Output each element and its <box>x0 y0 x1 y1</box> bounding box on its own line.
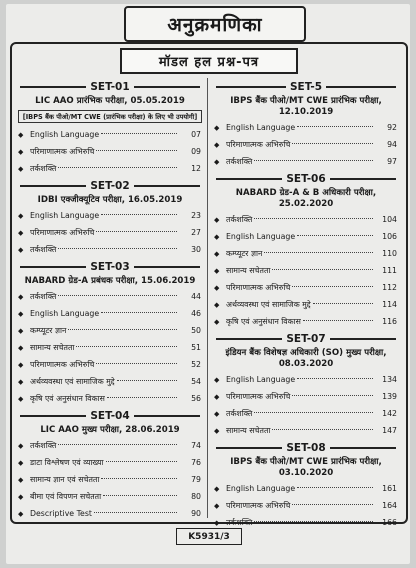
toc-entry-name: परिमाणात्मक अभिरुचि <box>226 283 291 292</box>
toc-entry-page: 23 <box>191 211 201 220</box>
dot-leader <box>254 160 373 161</box>
toc-entry-page: 51 <box>191 343 201 352</box>
toc-entry-name: तर्कशक्ति <box>226 215 253 224</box>
dot-leader <box>254 412 373 413</box>
dot-leader <box>272 269 373 270</box>
dot-leader <box>103 495 177 496</box>
set-heading: SET-03 <box>16 260 204 274</box>
toc-entry-name: तर्कशक्ति <box>226 518 253 527</box>
toc-entry-name: तर्कशक्ति <box>30 164 57 173</box>
toc-entry-page: 112 <box>382 283 397 292</box>
diamond-bullet-icon: ◆ <box>18 361 24 369</box>
diamond-bullet-icon: ◆ <box>18 148 24 156</box>
dot-leader <box>58 248 177 249</box>
toc-entry-page: 164 <box>382 501 397 510</box>
toc-entry-page: 50 <box>191 326 201 335</box>
diamond-bullet-icon: ◆ <box>18 395 24 403</box>
dot-leader <box>101 214 177 215</box>
toc-entry-name: परिमाणात्मक अभिरुचि <box>30 228 95 237</box>
toc-entry <box>16 207 204 224</box>
toc-entry <box>16 454 204 471</box>
dot-leader <box>313 303 373 304</box>
set-heading: SET-5 <box>212 80 400 94</box>
toc-entry-name: डाटा विश्लेषण एवं व्याख्या <box>30 458 104 467</box>
toc-entry <box>16 126 204 143</box>
set-heading: SET-02 <box>16 179 204 193</box>
toc-entry-name: English Language <box>226 375 296 384</box>
toc-entry <box>16 339 204 356</box>
toc-entry <box>212 388 400 405</box>
toc-entry-page: 106 <box>382 232 397 241</box>
exam-title: IBPS बैंक पीओ/MT CWE प्रारंभिक परीक्षा, 03.10.2020 <box>230 457 382 478</box>
diamond-bullet-icon: ◆ <box>214 427 220 435</box>
dot-leader <box>303 320 373 321</box>
toc-entry <box>16 322 204 339</box>
toc-entry-name: Descriptive Test <box>30 509 92 518</box>
toc-entry-page: 07 <box>191 130 201 139</box>
toc-entry <box>212 211 400 228</box>
toc-entry <box>16 505 204 522</box>
toc-entry-page: 76 <box>191 458 201 467</box>
toc-entry <box>16 373 204 390</box>
toc-entry <box>212 119 400 136</box>
diamond-bullet-icon: ◆ <box>214 250 220 258</box>
dot-leader <box>297 487 373 488</box>
diamond-bullet-icon: ◆ <box>214 485 220 493</box>
dot-leader <box>101 133 177 134</box>
dot-leader <box>96 231 177 232</box>
dot-leader <box>117 380 177 381</box>
toc-entry-name: अर्थव्यवस्था एवं सामाजिक मुद्दे <box>226 300 311 309</box>
dot-leader <box>96 363 177 364</box>
diamond-bullet-icon: ◆ <box>18 229 24 237</box>
exam-title: LIC AAO प्रारंभिक परीक्षा, 05.05.2019 <box>35 96 185 106</box>
toc-entry-page: 139 <box>382 392 397 401</box>
toc-entry-page: 44 <box>191 292 201 301</box>
diamond-bullet-icon: ◆ <box>214 158 220 166</box>
diamond-bullet-icon: ◆ <box>214 376 220 384</box>
diamond-bullet-icon: ◆ <box>214 410 220 418</box>
toc-entry-name: परिमाणात्मक अभिरुचि <box>30 147 95 156</box>
toc-entry <box>16 160 204 177</box>
toc-entry <box>212 245 400 262</box>
exam-note: [IBPS बैंक पीओ/MT CWE (प्रारंभिक परीक्षा) के लिए भी उपयोगी] <box>18 110 202 123</box>
diamond-bullet-icon: ◆ <box>18 310 24 318</box>
toc-entry-name: तर्कशक्ति <box>226 157 253 166</box>
toc-entry-name: English Language <box>226 232 296 241</box>
diamond-bullet-icon: ◆ <box>214 124 220 132</box>
toc-entry-name: English Language <box>30 309 100 318</box>
toc-entry-name: कृषि एवं अनुसंधान विकास <box>30 394 105 403</box>
set-heading: SET-07 <box>212 332 400 346</box>
right-column <box>212 78 400 531</box>
diamond-bullet-icon: ◆ <box>18 493 24 501</box>
toc-entry-page: 74 <box>191 441 201 450</box>
exam-title: IBPS बैंक पीओ/MT CWE प्रारंभिक परीक्षा, 12.10.2019 <box>230 96 382 117</box>
dot-leader <box>254 218 373 219</box>
diamond-bullet-icon: ◆ <box>214 519 220 527</box>
book-code: K5931/3 <box>176 528 242 545</box>
diamond-bullet-icon: ◆ <box>18 476 24 484</box>
toc-entry-page: 110 <box>382 249 397 258</box>
set-heading: SET-08 <box>212 441 400 455</box>
toc-entry <box>16 305 204 322</box>
toc-entry-name: English Language <box>226 123 296 132</box>
toc-entry <box>16 224 204 241</box>
toc-entry <box>212 405 400 422</box>
dot-leader <box>106 461 177 462</box>
toc-entry-page: 97 <box>387 157 397 166</box>
dot-leader <box>58 295 177 296</box>
diamond-bullet-icon: ◆ <box>18 442 24 450</box>
toc-entry-page: 142 <box>382 409 397 418</box>
set-heading: SET-06 <box>212 172 400 186</box>
toc-entry-page: 134 <box>382 375 397 384</box>
toc-entry <box>212 136 400 153</box>
exam-title: NABARD ग्रेड-A प्रबंधक परीक्षा, 15.06.2019 <box>24 276 196 286</box>
toc-entry-page: 79 <box>191 475 201 484</box>
toc-entry-name: सामान्य ज्ञान एवं सचेतता <box>30 475 100 484</box>
dot-leader <box>101 312 177 313</box>
toc-entry <box>16 488 204 505</box>
page-title: अनुक्रमणिका <box>124 6 306 42</box>
dot-leader <box>96 150 177 151</box>
toc-entry-page: 30 <box>191 245 201 254</box>
diamond-bullet-icon: ◆ <box>214 284 220 292</box>
toc-entry <box>212 279 400 296</box>
diamond-bullet-icon: ◆ <box>214 267 220 275</box>
toc-entry <box>212 480 400 497</box>
exam-title: इंडियन बैंक विशेषज्ञ अधिकारी (SO) मुख्य परीक्षा, 08.03.2020 <box>225 348 387 369</box>
dot-leader <box>107 397 177 398</box>
toc-entry <box>16 143 204 160</box>
toc-entry <box>212 371 400 388</box>
toc-entry-page: 56 <box>191 394 201 403</box>
toc-entry-name: English Language <box>30 211 100 220</box>
diamond-bullet-icon: ◆ <box>214 233 220 241</box>
diamond-bullet-icon: ◆ <box>18 212 24 220</box>
toc-entry-name: कृषि एवं अनुसंधान विकास <box>226 317 301 326</box>
toc-entry-name: अर्थव्यवस्था एवं सामाजिक मुद्दे <box>30 377 115 386</box>
toc-entry-page: 12 <box>191 164 201 173</box>
diamond-bullet-icon: ◆ <box>18 293 24 301</box>
toc-entry <box>16 390 204 407</box>
index-page <box>6 4 410 564</box>
dot-leader <box>264 252 373 253</box>
toc-entry-name: परिमाणात्मक अभिरुचि <box>226 392 291 401</box>
dot-leader <box>272 429 373 430</box>
toc-entry-name: सामान्य सचेतता <box>30 343 75 352</box>
diamond-bullet-icon: ◆ <box>214 141 220 149</box>
diamond-bullet-icon: ◆ <box>18 327 24 335</box>
dot-leader <box>58 167 177 168</box>
diamond-bullet-icon: ◆ <box>214 393 220 401</box>
diamond-bullet-icon: ◆ <box>214 502 220 510</box>
section-subtitle: मॉडल हल प्रश्न-पत्र <box>120 48 298 74</box>
toc-entry <box>16 356 204 373</box>
toc-entry-page: 147 <box>382 426 397 435</box>
toc-entry <box>16 437 204 454</box>
diamond-bullet-icon: ◆ <box>18 459 24 467</box>
dot-leader <box>58 444 177 445</box>
toc-entry-page: 80 <box>191 492 201 501</box>
toc-entry-page: 09 <box>191 147 201 156</box>
toc-entry-name: परिमाणात्मक अभिरुचि <box>226 501 291 510</box>
dot-leader <box>292 504 373 505</box>
toc-entry-name: तर्कशक्ति <box>226 409 253 418</box>
toc-entry <box>16 241 204 258</box>
toc-entry-name: English Language <box>30 130 100 139</box>
dot-leader <box>297 126 373 127</box>
toc-entry <box>212 422 400 439</box>
dot-leader <box>76 346 177 347</box>
toc-entry-page: 52 <box>191 360 201 369</box>
toc-entry-name: तर्कशक्ति <box>30 441 57 450</box>
diamond-bullet-icon: ◆ <box>214 216 220 224</box>
dot-leader <box>101 478 177 479</box>
set-heading: SET-04 <box>16 409 204 423</box>
dot-leader <box>254 521 373 522</box>
diamond-bullet-icon: ◆ <box>18 344 24 352</box>
toc-entry <box>212 497 400 514</box>
diamond-bullet-icon: ◆ <box>214 318 220 326</box>
dot-leader <box>292 143 373 144</box>
set-heading: SET-01 <box>16 80 204 94</box>
diamond-bullet-icon: ◆ <box>18 378 24 386</box>
toc-entry-page: 94 <box>387 140 397 149</box>
toc-entry-name: परिमाणात्मक अभिरुचि <box>226 140 291 149</box>
toc-entry <box>16 288 204 305</box>
dot-leader <box>292 395 373 396</box>
toc-entry <box>212 296 400 313</box>
toc-entry-name: बीमा एवं विपणन सचेतता <box>30 492 102 501</box>
toc-entry-page: 161 <box>382 484 397 493</box>
toc-entry-name: सामान्य सचेतता <box>226 266 271 275</box>
diamond-bullet-icon: ◆ <box>18 165 24 173</box>
left-column <box>16 78 204 522</box>
exam-title: LIC AAO मुख्य परीक्षा, 28.06.2019 <box>40 425 180 435</box>
exam-title: IDBI एक्जीक्यूटिव परीक्षा, 16.05.2019 <box>37 195 183 205</box>
toc-entry-page: 46 <box>191 309 201 318</box>
dot-leader <box>297 378 373 379</box>
dot-leader <box>297 235 373 236</box>
toc-entry <box>212 262 400 279</box>
dot-leader <box>94 512 177 513</box>
toc-entry-name: कम्प्यूटर ज्ञान <box>226 249 263 258</box>
toc-entry-page: 111 <box>382 266 397 275</box>
diamond-bullet-icon: ◆ <box>214 301 220 309</box>
toc-entry-name: कम्प्यूटर ज्ञान <box>30 326 67 335</box>
toc-entry-name: तर्कशक्ति <box>30 292 57 301</box>
toc-entry-page: 54 <box>191 377 201 386</box>
toc-entry <box>16 471 204 488</box>
toc-entry-page: 114 <box>382 300 397 309</box>
toc-entry-page: 90 <box>191 509 201 518</box>
toc-entry <box>212 228 400 245</box>
toc-entry-name: तर्कशक्ति <box>30 245 57 254</box>
dot-leader <box>68 329 177 330</box>
toc-entry <box>212 313 400 330</box>
dot-leader <box>292 286 373 287</box>
contents-frame <box>10 42 408 527</box>
toc-entry-page: 27 <box>191 228 201 237</box>
toc-entry-name: परिमाणात्मक अभिरुचि <box>30 360 95 369</box>
toc-entry-page: 166 <box>382 518 397 527</box>
column-divider <box>207 78 208 518</box>
exam-title: NABARD ग्रेड-A & B अधिकारी परीक्षा, 25.02.2020 <box>235 188 377 209</box>
toc-entry-page: 104 <box>382 215 397 224</box>
diamond-bullet-icon: ◆ <box>18 510 24 518</box>
diamond-bullet-icon: ◆ <box>18 246 24 254</box>
toc-entry <box>212 153 400 170</box>
toc-entry-page: 116 <box>382 317 397 326</box>
toc-entry-page: 92 <box>387 123 397 132</box>
toc-entry-name: English Language <box>226 484 296 493</box>
toc-entry-name: सामान्य सचेतता <box>226 426 271 435</box>
diamond-bullet-icon: ◆ <box>18 131 24 139</box>
